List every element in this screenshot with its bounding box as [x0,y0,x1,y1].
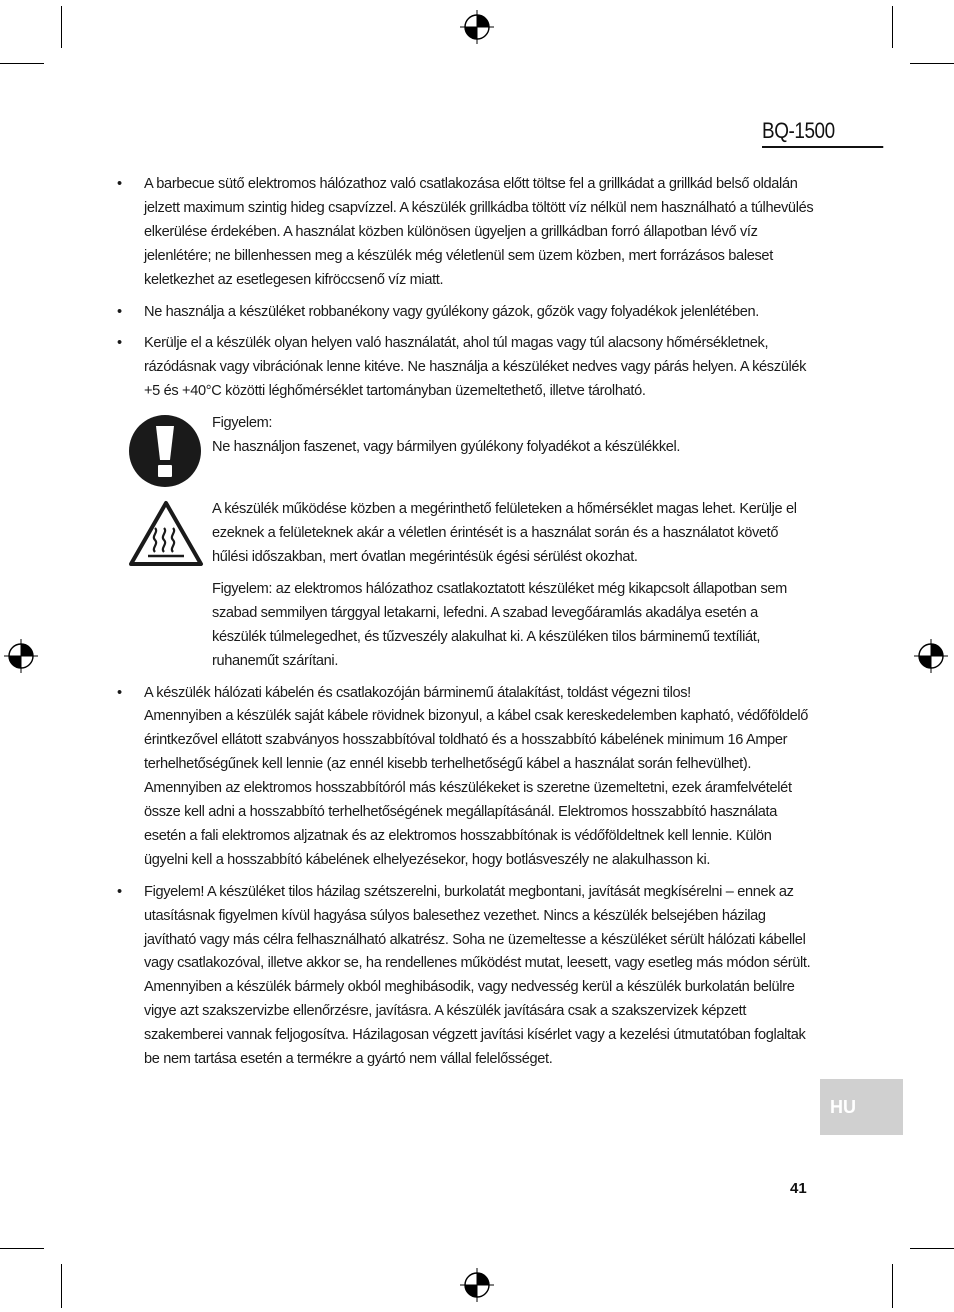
list-item [114,682,814,873]
list-item [114,332,814,404]
exclamation-icon [128,414,202,488]
language-tab-label: HU [830,1097,856,1117]
paragraph: A barbecue sütő elektromos hálózathoz való csatlakozása előtt töltse fel a grillkádat a grillkád belső oldalán jelzett maximum szintig hideg csapvízzel. A készülék grillkádba töltött víz nélkül nem használható a túlhevülés elkerülése érdekében. A használat közben különösen ügyeljen a grillkádban forró állapotban lévő víz jelenlétére; ne billenhessen meg a készülék még véletlenül sem üzem közben, mert forrázásos baleset keletkezhet az esetlegesen kifröccsenő víz miatt. [144,176,814,288]
bullet-marker: • [117,176,122,192]
registration-mark-icon [460,1268,494,1302]
paragraph: Amennyiben a készülék saját kábele rövidnek bizonyul, a kábel csak kereskedelemben kapható, védőföldelő érintkezővel ellátott szabványos hosszabbítóval toldható és a hosszabbító kábelének minimum 16 Amper terhelhetőségűnek kell lennie (az ennél kisebb terhelhetőségű kábel a használat során felhevülhet). [144,708,809,773]
crop-mark [910,1248,954,1249]
paragraph: Ne használja a készüléket robbanékony vagy gyúlékony gázok, gőzök vagy folyadékok jelenlétében. [144,303,759,320]
registration-mark-icon [914,639,948,673]
paragraph: Figyelem! A készüléket tilos házilag szétszerelni, burkolatát megbontani, javítását megkísérelni – ennek az utasításnak figyelmen kívül hagyása súlyos balesethez vezethet. Nincs a készülék belsejében házilag javítható vagy más célra felhasználható alkatrész. Soha ne üzemeltesse a készüléket sérült hálózati kábellel vagy csatlakozóval, illetve akkor se, ha rendellenes működést mutat, leesett, vagy esetleg más módon sérült. Amennyiben a készülék bármely okból meghibásodik, vagy nedvesség kerül a készülék burkolatán belülre vigye azt szakszervizbe ellenőrzésre, javításra. A készülék javítására csak a szakszervizek képzett szakemberei vannak feljogosítva. Házilagosan végzett javítási kísérlet vagy a kezelési útmutatóban foglaltak be nem tartása esetén a termékre a gyártó nem vállal felelősséget. [144,883,811,1068]
registration-mark-icon [4,639,38,673]
bullet-marker: • [117,684,122,701]
crop-mark [61,6,62,48]
crop-mark [910,63,954,64]
bullet-marker: • [117,883,122,900]
crop-mark [892,6,893,48]
model-number: BQ-1500 [762,118,883,148]
crop-mark [61,1264,62,1308]
bullet-marker: • [117,303,122,320]
warning-title: Figyelem: [212,415,273,432]
language-tab [820,1079,903,1135]
page-content [114,173,814,1080]
crop-mark [0,1248,44,1249]
crop-mark [0,63,44,64]
hot-surface-icon [128,500,204,568]
paragraph: Amennyiben az elektromos hosszabbítóról más készülékeket is szeretne üzemeltetni, ezek áramfelvételét össze kell adni a hosszabbító terhelhetőségének megállapításánál. Elektromos hosszabbító használata esetén a fali elektromos aljzatnak és az elektromos hosszabbítónak is védőföldeltnek kell lennie. Külön ügyelni kell a hosszabbító kábelének elhelyezésekor, hogy botlásveszély ne alakulhasson ki. [144,780,792,868]
list-item [114,881,814,1072]
list-item [114,173,814,293]
warning-text: A készülék működése közben a megérinthető felületeken a hőmérséklet magas lehet. Kerülje el ezeknek a felületeknek akár a véletlen érintését is a használat során és a használatot követő hűlési időszakban, mert óvatlan megérintésük égési sérülést okozhat. [212,501,797,565]
warning-block [114,498,814,570]
paragraph: Kerülje el a készülék olyan helyen való használatát, ahol túl magas vagy túl alacsony hőmérsékletnek, rázódásnak vagy vibrációnak lenne kitéve. Ne használja a készüléket nedves vagy párás helyen. A készülék +5 és +40°C közötti léghőmérséklet tartományban üzemeltethető, illetve tárolható. [144,335,807,400]
paragraph: A készülék hálózati kábelén és csatlakozóján bárminemű átalakítást, toldást végezni tilos! [144,684,691,701]
registration-mark-icon [460,10,494,44]
warning-block [114,412,814,482]
list-item [114,301,814,325]
crop-mark [892,1264,893,1308]
warning-text: Ne használjon faszenet, vagy bármilyen gyúlékony folyadékot a készülékkel. [212,439,681,456]
page-number: 41 [790,1180,807,1197]
bullet-marker: • [117,335,122,352]
note-paragraph: Figyelem: az elektromos hálózathoz csatlakoztatott készüléket még kikapcsolt állapotban sem szabad semmilyen tárggyal letakarni, lefedni. A szabad levegőáramlás akadálya esetén a készülék túlmelegedhet, és tűzveszély alakulhat ki. A készüléken tilos bárminemű textíliát, ruhaneműt szárítani. [212,580,787,669]
